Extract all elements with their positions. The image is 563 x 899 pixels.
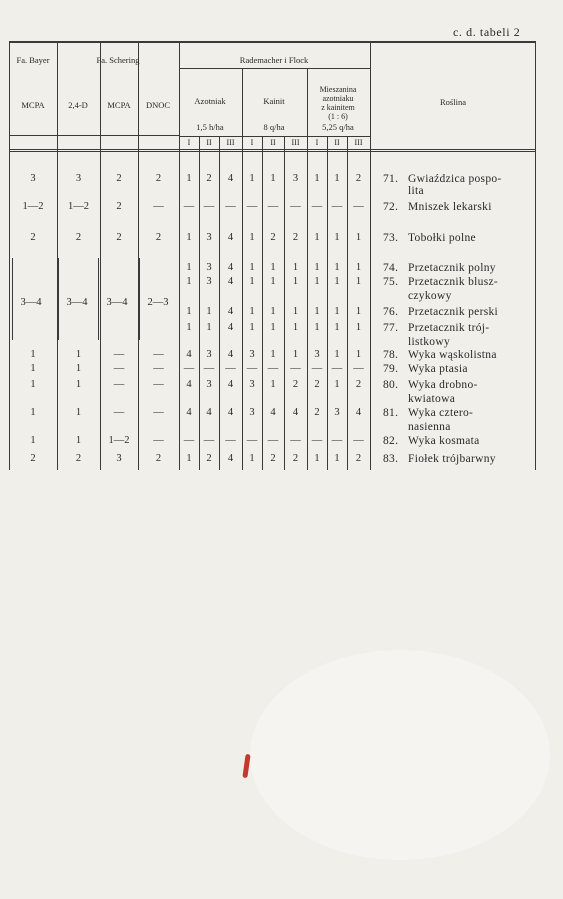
table-cell: 4 xyxy=(355,407,362,418)
row-number: 81. xyxy=(383,407,399,419)
column-rule xyxy=(179,41,180,470)
table-cell: 1 xyxy=(206,322,212,333)
plant-name: Gwiaździca pospo- xyxy=(408,173,502,185)
plant-name: Fiołek trójbarwny xyxy=(408,453,496,465)
plant-name: Wyka wąskolistna xyxy=(408,349,497,361)
plant-name: Mniszek lekarski xyxy=(408,201,492,213)
table-cell: 4 xyxy=(186,349,192,360)
column-rule xyxy=(535,41,536,470)
plant-name: Przetacznik perski xyxy=(408,306,499,318)
table-cell: 3 xyxy=(249,407,255,418)
table-cell: — xyxy=(153,379,164,390)
table-cell: — xyxy=(225,435,236,446)
row-number: 83. xyxy=(383,453,399,465)
header-rule xyxy=(9,135,179,136)
plant-name-continued: kwiatowa xyxy=(408,393,456,405)
plant-name: Wyka ptasia xyxy=(408,363,468,375)
table-cell: — xyxy=(203,201,215,212)
red-ink-mark xyxy=(242,754,250,778)
group-brace xyxy=(98,258,99,340)
table-cell: 4 xyxy=(206,407,212,418)
table-cell: 1—2 xyxy=(22,201,44,212)
table-cell: 2 xyxy=(75,232,82,243)
table-cell: — xyxy=(290,363,301,374)
table-cell: 2 xyxy=(355,379,362,390)
table-cell: — xyxy=(153,349,164,360)
column-rule xyxy=(100,41,101,470)
table-cell: 4 xyxy=(227,349,234,360)
table-cell: 1 xyxy=(186,322,192,333)
table-cell: 4 xyxy=(186,379,192,390)
table-cell: 1 xyxy=(186,262,192,273)
table-cell: 1 xyxy=(75,435,82,446)
table-cell: 1 xyxy=(270,173,276,184)
table-cell: 1 xyxy=(30,435,36,446)
header-24d: 2,4-D xyxy=(68,100,88,110)
table-cell: 4 xyxy=(227,379,234,390)
column-rule xyxy=(370,41,371,470)
table-cell: — xyxy=(153,363,164,374)
table-cell: 3 xyxy=(334,407,340,418)
header-mcpa: MCPA xyxy=(21,100,45,110)
continuation-label: c. d. tabeli 2 xyxy=(453,25,521,39)
grouped-value: 3—4 xyxy=(66,297,88,308)
table-cell: 1 xyxy=(334,322,340,333)
table-top-rule xyxy=(9,42,535,43)
table-cell: 1—2 xyxy=(68,201,89,212)
header-kainit: Kainit xyxy=(263,96,285,106)
table-cell: 1 xyxy=(30,349,36,360)
table-cell: 1 xyxy=(270,322,276,333)
plant-name: Wyka drobno- xyxy=(408,379,478,391)
table-cell: 3 xyxy=(314,349,320,360)
row-number: 79. xyxy=(383,363,399,375)
table-cell: — xyxy=(353,201,364,212)
grouped-value: 3—4 xyxy=(20,297,42,308)
grouped-value: 2—3 xyxy=(147,297,169,308)
table-cell: 4 xyxy=(227,453,234,464)
table-cell: 4 xyxy=(227,407,234,418)
table-cell: 1 xyxy=(355,232,362,243)
column-rule xyxy=(262,136,263,470)
table-cell: 1 xyxy=(30,379,36,390)
table-cell: — xyxy=(113,379,125,390)
table-cell: 1 xyxy=(75,349,82,360)
table-cell: 1 xyxy=(334,453,340,464)
header-rademacher: Rademacher i Flock xyxy=(239,55,309,65)
table-cell: — xyxy=(331,435,343,446)
table-cell: 4 xyxy=(227,262,234,273)
table-cell: 1—2 xyxy=(108,435,130,446)
table-cell: 3 xyxy=(249,379,255,390)
table-cell: — xyxy=(246,435,258,446)
header-mieszanina: azotniaku xyxy=(322,94,354,103)
table-cell: — xyxy=(331,363,343,374)
table-cell: 1 xyxy=(292,276,299,287)
table-cell: 1 xyxy=(314,322,320,333)
column-rule xyxy=(307,68,308,470)
table-cell: 4 xyxy=(227,306,234,317)
header-subcolumn: I xyxy=(187,138,191,147)
table-cell: — xyxy=(267,201,279,212)
table-cell: 1 xyxy=(355,276,362,287)
table-cell: 2 xyxy=(75,453,82,464)
table-cell: 1 xyxy=(270,262,276,273)
table-cell: 2 xyxy=(314,379,320,390)
table-cell: — xyxy=(183,435,195,446)
table-cell: 1 xyxy=(30,363,36,374)
plant-name: Tobołki polne xyxy=(408,232,476,244)
table-cell: 3 xyxy=(249,349,255,360)
column-rule xyxy=(199,136,200,470)
column-rule xyxy=(347,136,348,470)
header-bottom-rule xyxy=(9,149,535,150)
header-subcolumn: I xyxy=(250,138,254,147)
table-cell: 3 xyxy=(206,349,212,360)
plant-name: Przetacznik polny xyxy=(408,262,496,274)
table-cell: 2 xyxy=(155,453,162,464)
table-cell: 1 xyxy=(314,453,320,464)
plant-name-continued: listkowy xyxy=(408,336,451,348)
header-subcolumn: I xyxy=(315,138,319,147)
table-cell: 1 xyxy=(292,322,299,333)
header-rule xyxy=(179,68,370,69)
table-cell: 3 xyxy=(206,276,212,287)
header-subcolumn: III xyxy=(291,138,300,147)
table-cell: — xyxy=(311,201,323,212)
table-cell: 1 xyxy=(270,306,276,317)
plant-name-continued: czykowy xyxy=(408,290,452,302)
table-cell: 4 xyxy=(227,322,234,333)
row-number: 72. xyxy=(383,201,399,213)
header-schering: Fa. Schering xyxy=(96,55,140,65)
table-cell: 2 xyxy=(292,232,299,243)
table-cell: 2 xyxy=(292,453,299,464)
plant-name: Przetacznik trój- xyxy=(408,322,490,334)
table-cell: 2 xyxy=(116,232,122,243)
table-cell: 1 xyxy=(270,276,276,287)
column-rule xyxy=(219,136,220,470)
table-cell: — xyxy=(113,407,125,418)
table-cell: 2 xyxy=(270,453,276,464)
table-cell: 1 xyxy=(355,306,362,317)
header-mieszanina: z kainitem xyxy=(321,103,355,112)
table-cell: 1 xyxy=(314,262,320,273)
table-cell: 1 xyxy=(355,349,362,360)
table-cell: 1 xyxy=(292,306,299,317)
table-cell: 1 xyxy=(314,232,320,243)
table-cell: 3 xyxy=(75,173,82,184)
table-cell: 3 xyxy=(206,262,212,273)
column-rule xyxy=(138,41,139,470)
header-azotniak: Azotniak xyxy=(194,96,226,106)
row-number: 76. xyxy=(383,306,399,318)
table-cell: 2 xyxy=(30,232,36,243)
table-cell: — xyxy=(183,363,195,374)
table-cell: — xyxy=(353,363,364,374)
table-cell: 1 xyxy=(186,276,192,287)
table-cell: — xyxy=(153,435,164,446)
group-brace xyxy=(12,258,13,340)
table-cell: 4 xyxy=(292,407,299,418)
table-cell: 1 xyxy=(334,276,340,287)
header-mcpa-schering: MCPA xyxy=(107,100,131,110)
table-cell: — xyxy=(311,363,323,374)
table-cell: 1 xyxy=(249,262,255,273)
table-cell: 1 xyxy=(249,232,255,243)
table-cell: 1 xyxy=(249,173,255,184)
table-cell: — xyxy=(290,435,301,446)
table-cell: 1 xyxy=(270,349,276,360)
header-bottom-rule xyxy=(9,151,535,152)
table-cell: 1 xyxy=(30,407,36,418)
table-cell: — xyxy=(203,363,215,374)
table-cell: 2 xyxy=(116,201,122,212)
table-cell: 1 xyxy=(249,322,255,333)
table-cell: 1 xyxy=(186,306,192,317)
header-mieszanina-dose: 5,25 q/ha xyxy=(322,122,354,132)
table-cell: 1 xyxy=(334,173,340,184)
column-rule xyxy=(9,41,10,470)
table-cell: 1 xyxy=(186,173,192,184)
row-number: 80. xyxy=(383,379,399,391)
table-cell: 2 xyxy=(270,232,276,243)
header-roslina: Roślina xyxy=(440,97,466,107)
plant-name: Przetacznik blusz- xyxy=(408,276,499,288)
table-cell: — xyxy=(183,201,195,212)
paper-stain xyxy=(250,650,550,860)
table-cell: 1 xyxy=(292,262,299,273)
table-cell: 4 xyxy=(227,276,234,287)
group-brace xyxy=(139,258,140,340)
table-cell: 1 xyxy=(314,276,320,287)
table-cell: — xyxy=(153,407,164,418)
column-rule xyxy=(327,136,328,470)
table-cell: — xyxy=(153,201,164,212)
table-cell: 4 xyxy=(186,407,192,418)
table-cell: 2 xyxy=(30,453,36,464)
plant-name-continued: lita xyxy=(408,185,424,197)
table-cell: 1 xyxy=(334,232,340,243)
plant-name-continued: nasienna xyxy=(408,421,451,433)
table-cell: 4 xyxy=(227,232,234,243)
table-cell: — xyxy=(267,435,279,446)
row-number: 73. xyxy=(383,232,399,244)
table-cell: 2 xyxy=(155,173,162,184)
table-cell: 1 xyxy=(334,349,340,360)
table-cell: 4 xyxy=(270,407,276,418)
table-cell: 1 xyxy=(314,306,320,317)
table-cell: 1 xyxy=(334,379,340,390)
table-cell: 1 xyxy=(270,379,276,390)
table-cell: — xyxy=(353,435,364,446)
table-cell: 1 xyxy=(355,322,362,333)
header-subcolumn: II xyxy=(206,138,212,147)
table-cell: 2 xyxy=(206,173,212,184)
table-cell: — xyxy=(246,363,258,374)
table-cell: 2 xyxy=(292,379,299,390)
table-cell: — xyxy=(267,363,279,374)
row-number: 75. xyxy=(383,276,399,288)
header-subcolumn: II xyxy=(270,138,276,147)
header-rule xyxy=(179,136,370,137)
table-cell: 1 xyxy=(75,363,82,374)
table-cell: — xyxy=(113,363,125,374)
table-cell: — xyxy=(311,435,323,446)
table-cell: 2 xyxy=(206,453,212,464)
table-cell: 1 xyxy=(314,173,320,184)
table-cell: 1 xyxy=(206,306,212,317)
header-azotniak-dose: 1,5 h/ha xyxy=(196,122,224,132)
column-rule xyxy=(284,136,285,470)
table-cell: 2 xyxy=(314,407,320,418)
header-bayer: Fa. Bayer xyxy=(16,55,50,65)
table-cell: 1 xyxy=(292,349,299,360)
plant-name: Wyka kosmata xyxy=(408,435,480,447)
table-cell: — xyxy=(331,201,343,212)
table-cell: — xyxy=(290,201,301,212)
table-cell: 1 xyxy=(334,306,340,317)
group-brace xyxy=(58,258,59,340)
column-rule xyxy=(57,41,58,470)
column-rule xyxy=(242,68,243,470)
table-cell: 1 xyxy=(186,453,192,464)
table-cell: 1 xyxy=(249,453,255,464)
row-number: 78. xyxy=(383,349,399,361)
header-subcolumn: III xyxy=(226,138,235,147)
table-cell: 2 xyxy=(116,173,122,184)
table-cell: 1 xyxy=(75,407,82,418)
table-cell: — xyxy=(225,201,236,212)
table-cell: 3 xyxy=(206,232,212,243)
header-kainit-dose: 8 q/ha xyxy=(263,122,285,132)
grouped-value: 3—4 xyxy=(106,297,128,308)
row-number: 71. xyxy=(383,173,399,185)
table-cell: 1 xyxy=(249,306,255,317)
table-cell: — xyxy=(225,363,236,374)
header-subcolumn: II xyxy=(334,138,340,147)
table-cell: 2 xyxy=(355,453,362,464)
row-number: 82. xyxy=(383,435,399,447)
table-cell: 3 xyxy=(30,173,36,184)
plant-name: Wyka cztero- xyxy=(408,407,474,419)
table-cell: 1 xyxy=(75,379,82,390)
table-cell: 2 xyxy=(155,232,162,243)
table-cell: 3 xyxy=(206,379,212,390)
table-cell: 2 xyxy=(355,173,362,184)
header-subcolumn: III xyxy=(354,138,363,147)
table-cell: 4 xyxy=(227,173,234,184)
table-cell: 3 xyxy=(292,173,299,184)
table-cell: — xyxy=(246,201,258,212)
header-mieszanina: (1 : 6) xyxy=(328,112,348,121)
header-dnoc: DNOC xyxy=(145,100,171,110)
table-cell: 3 xyxy=(116,453,122,464)
table-cell: 1 xyxy=(334,262,340,273)
table-cell: 1 xyxy=(355,262,362,273)
row-number: 77. xyxy=(383,322,399,334)
table-cell: — xyxy=(113,349,125,360)
table-cell: 1 xyxy=(186,232,192,243)
header-mieszanina: Mieszanina xyxy=(319,85,357,94)
table-cell: — xyxy=(203,435,215,446)
row-number: 74. xyxy=(383,262,399,274)
table-cell: 1 xyxy=(249,276,255,287)
